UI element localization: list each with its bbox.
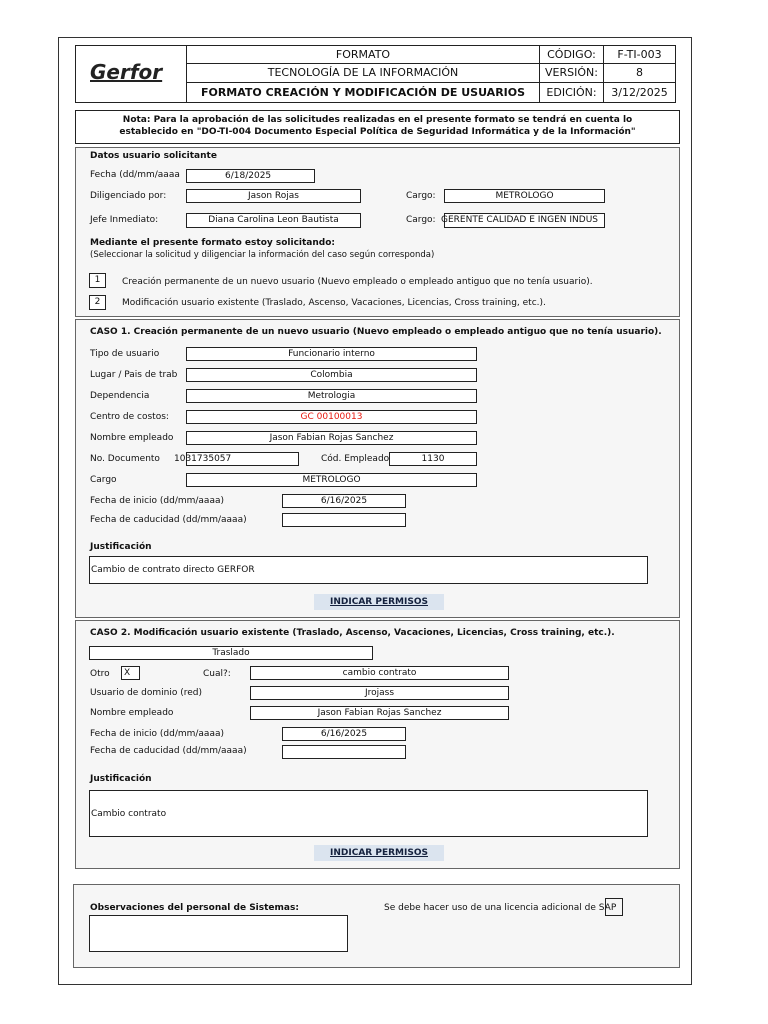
indicar-permisos-caso1-button[interactable]: INDICAR PERMISOS — [314, 594, 444, 610]
cargo2-label: Cargo: — [406, 215, 436, 225]
cargo-field[interactable]: METROLOGO — [444, 189, 605, 203]
justificacion-caso2-title: Justificación — [90, 774, 152, 784]
solicitando-title: Mediante el presente formato estoy solicitando: — [90, 238, 336, 248]
fecha-field[interactable]: 6/18/2025 — [186, 169, 315, 183]
cargo-label: Cargo: — [406, 191, 436, 201]
cod-empleado-label: Cód. Empleado — [321, 454, 390, 464]
lugar-label: Lugar / Pais de trab — [90, 370, 178, 380]
justificacion-caso1-field[interactable] — [89, 556, 648, 584]
cual-field[interactable]: cambio contrato — [250, 666, 509, 680]
dependencia-label: Dependencia — [90, 391, 150, 401]
centro-costos-label: Centro de costos: — [90, 412, 169, 422]
inicio-caso1-field[interactable]: 6/16/2025 — [282, 494, 406, 508]
edicion-value: 3/12/2025 — [603, 82, 676, 103]
inicio-caso2-field[interactable]: 6/16/2025 — [282, 727, 406, 741]
nombre-empleado-field[interactable]: Jason Fabian Rojas Sanchez — [186, 431, 477, 445]
cual-label: Cual?: — [203, 669, 231, 679]
diligenciado-label: Diligenciado por: — [90, 191, 167, 201]
caducidad-caso2-label: Fecha de caducidad (dd/mm/aaaa) — [90, 746, 247, 756]
version-value: 8 — [603, 63, 676, 83]
caso1-title: CASO 1. Creación permanente de un nuevo usuario (Nuevo empleado o empleado antiguo que no tenía usuario). — [90, 327, 662, 337]
justificacion-caso2-field[interactable] — [89, 790, 648, 837]
codigo-value: F-TI-003 — [603, 45, 676, 64]
nota-line2: establecido en "DO-TI-004 Documento Especial Política de Seguridad Informática y de la Información" — [119, 127, 636, 137]
option1-box[interactable]: 1 — [89, 273, 106, 288]
nombre-caso2-field[interactable]: Jason Fabian Rojas Sanchez — [250, 706, 509, 720]
caducidad-caso1-field[interactable] — [282, 513, 406, 527]
jefe-field[interactable]: Diana Carolina Leon Bautista — [186, 213, 361, 228]
caso2-title: CASO 2. Modificación usuario existente (Traslado, Ascenso, Vacaciones, Licencias, Cross training, etc.). — [90, 628, 615, 638]
option2-text: Modificación usuario existente (Traslado, Ascenso, Vacaciones, Licencias, Cross training, etc.). — [122, 298, 546, 308]
caducidad-caso1-label: Fecha de caducidad (dd/mm/aaaa) — [90, 515, 247, 525]
dependencia-field[interactable]: Metrologia — [186, 389, 477, 403]
otro-field[interactable]: X — [121, 666, 140, 680]
nombre-caso2-label: Nombre empleado — [90, 708, 174, 718]
observaciones-field[interactable] — [89, 915, 348, 952]
lugar-field[interactable]: Colombia — [186, 368, 477, 382]
jefe-label: Jefe Inmediato: — [90, 215, 159, 225]
header-formato: FORMATO — [186, 45, 540, 64]
option1-text: Creación permanente de un nuevo usuario (Nuevo empleado o empleado antiguo que no tenía usuario). — [122, 277, 593, 287]
justificacion-caso1-value: Cambio de contrato directo GERFOR — [91, 565, 255, 575]
observaciones-title: Observaciones del personal de Sistemas: — [90, 903, 299, 913]
dominio-label: Usuario de dominio (red) — [90, 688, 203, 698]
cargo2-field[interactable] — [441, 213, 605, 228]
nota-line1: Nota: Para la aprobación de las solicitudes realizadas en el presente formato se tendrá en cuenta lo — [122, 115, 633, 125]
cod-empleado-field[interactable]: 1130 — [389, 452, 477, 466]
centro-costos-field[interactable]: GC 00100013 — [186, 410, 477, 424]
solicitante-title: Datos usuario solicitante — [90, 151, 217, 161]
documento-label: No. Documento — [90, 454, 160, 464]
indicar-permisos-caso2-button[interactable]: INDICAR PERMISOS — [314, 845, 444, 861]
justificacion-caso1-title: Justificación — [90, 542, 152, 552]
tipo-usuario-field[interactable]: Funcionario interno — [186, 347, 477, 361]
inicio-caso2-label: Fecha de inicio (dd/mm/aaaa) — [90, 729, 224, 739]
sap-checkbox[interactable] — [605, 898, 623, 916]
cargo-caso1-field[interactable]: METROLOGO — [186, 473, 477, 487]
justificacion-caso2-value: Cambio contrato — [91, 809, 167, 819]
cargo2-value: GERENTE CALIDAD E INGEN INDUS — [441, 215, 599, 225]
edicion-label: EDICIÓN: — [539, 82, 604, 103]
dominio-field[interactable]: Jrojass — [250, 686, 509, 700]
tipo-usuario-label: Tipo de usuario — [90, 349, 160, 359]
otro-label: Otro — [90, 669, 110, 679]
version-label: VERSIÓN: — [539, 63, 604, 83]
tipo-modificacion-field[interactable]: Traslado — [89, 646, 373, 660]
codigo-label: CÓDIGO: — [539, 45, 604, 64]
nombre-empleado-label: Nombre empleado — [90, 433, 174, 443]
documento-field[interactable] — [174, 452, 299, 466]
diligenciado-field[interactable]: Jason Rojas — [186, 189, 361, 203]
caducidad-caso2-field[interactable] — [282, 745, 406, 759]
gerfor-logo: Gerfor — [90, 60, 163, 84]
cargo-caso1-label: Cargo — [90, 475, 117, 485]
inicio-caso1-label: Fecha de inicio (dd/mm/aaaa) — [90, 496, 224, 506]
sap-license-text: Se debe hacer uso de una licencia adicional de SAP — [384, 903, 617, 913]
option2-box[interactable]: 2 — [89, 295, 106, 310]
solicitando-subtitle: (Seleccionar la solicitud y diligenciar la información del caso según corresponda) — [90, 250, 435, 260]
header-tecnologia: TECNOLOGÍA DE LA INFORMACIÓN — [186, 63, 540, 83]
header-form-title: FORMATO CREACIÓN Y MODIFICACIÓN DE USUARIOS — [186, 82, 540, 103]
documento-value: 1031735057 — [174, 454, 232, 464]
fecha-label: Fecha (dd/mm/aaaa — [90, 170, 180, 180]
